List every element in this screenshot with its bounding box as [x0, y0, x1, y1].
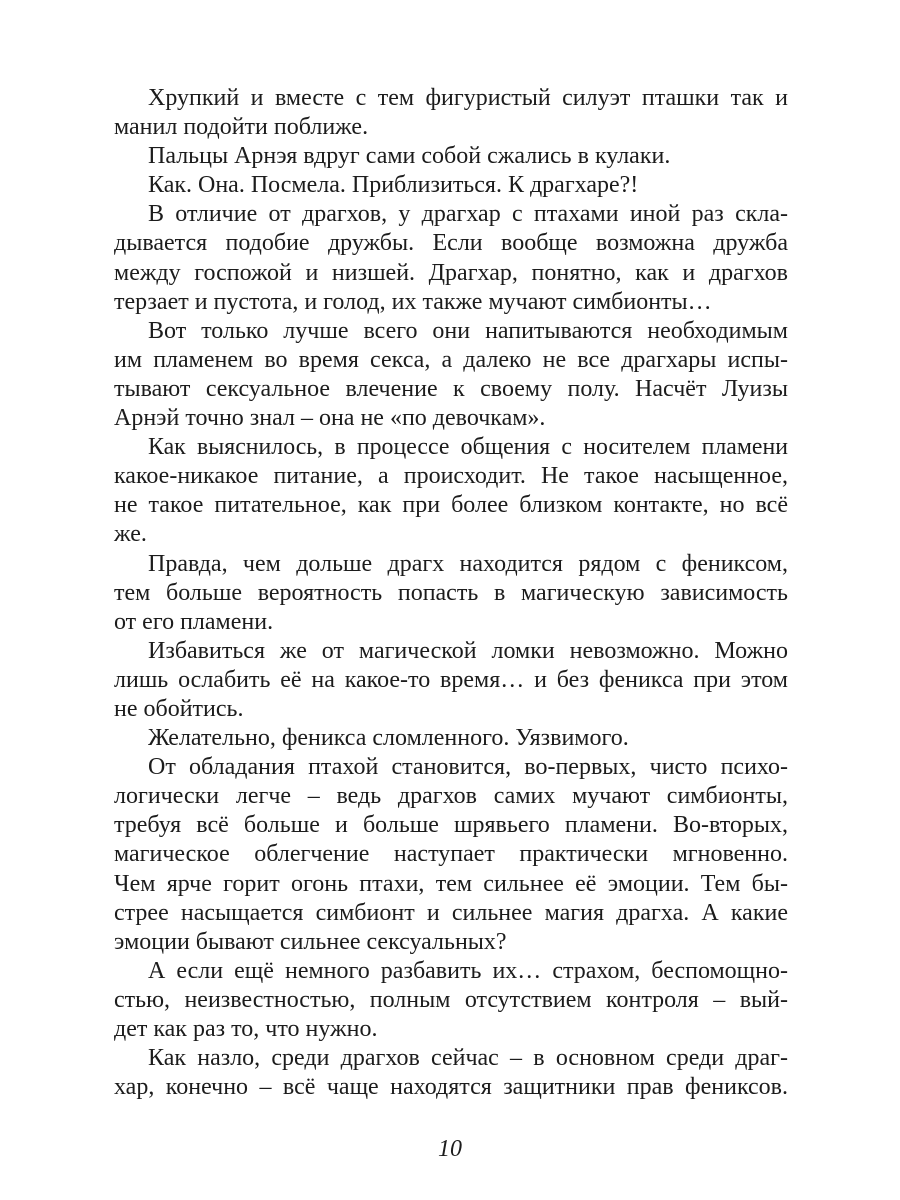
paragraph-8 [114, 637, 788, 724]
paragraph-9 [114, 724, 788, 753]
text-line: магическое облегчение наступает практически мгновенно. [114, 841, 788, 868]
text-line: не такое питательное, как при более близком контакте, но всё [114, 492, 788, 519]
paragraph-10 [114, 753, 788, 957]
text-line: тем больше вероятность попасть в магическую зависимость [114, 579, 788, 606]
text-line: дет как раз то, что нужно. [114, 1016, 378, 1042]
paragraph-12 [114, 1044, 788, 1102]
page-body [114, 84, 788, 1102]
paragraph-4 [114, 200, 788, 316]
text-line: логически легче – ведь драгхов самих мучают симбионты, [114, 783, 788, 810]
text-line: В отличие от драгхов, у драгхар с птахами иной раз скла- [148, 201, 788, 228]
text-line: стрее насыщается симбионт и сильнее магия драгха. А какие [114, 899, 788, 926]
text-line: от его пламени. [114, 608, 274, 635]
paragraph-6 [114, 433, 788, 549]
text-line: Правда, чем дольше драгх находится рядом с фениксом, [148, 550, 788, 577]
text-line: дывается подобие дружбы. Если вообще возможна дружба [114, 230, 788, 257]
paragraph-1 [114, 84, 788, 142]
paragraph-11 [114, 957, 788, 1044]
text-line: Хрупкий и вместе с тем фигуристый силуэт пташки так и [148, 85, 788, 111]
text-line: же. [114, 521, 147, 548]
text-line: Желательно, феникса сломленного. Уязвимого. [148, 725, 629, 752]
page-number: 10 [438, 1136, 462, 1162]
text-line: между госпожой и низшей. Драгхар, понятно, как и драгхов [114, 259, 788, 286]
text-line: терзает и пустота, и голод, их также мучают симбионты… [114, 288, 712, 315]
text-line: Избавиться же от магической ломки невозможно. Можно [148, 637, 788, 664]
text-line: стью, неизвестностью, полным отсутствием контроля – вый- [114, 986, 788, 1013]
text-line: тывают сексуальное влечение к своему полу. Насчёт Луизы [114, 375, 788, 402]
text-line: От обладания птахой становится, во-первых, чисто психо- [148, 754, 788, 781]
text-line: им пламенем во время секса, а далеко не все драгхары испы- [114, 346, 788, 373]
text-line: Пальцы Арнэя вдруг сами собой сжались в кулаки. [148, 143, 671, 170]
paragraph-7 [114, 550, 788, 637]
text-line: А если ещё немного разбавить их… страхом, беспомощно- [148, 957, 788, 984]
paragraph-2 [114, 142, 788, 171]
paragraph-3 [114, 171, 788, 200]
text-line: не обойтись. [114, 695, 244, 722]
text-line: Как назло, среди драгхов сейчас – в основном среди драг- [148, 1045, 788, 1072]
paragraph-5 [114, 317, 788, 433]
text-line: Как. Она. Посмела. Приблизиться. К драгхаре?! [148, 172, 639, 199]
text-line: Как выяснилось, в процессе общения с носителем пламени [148, 434, 788, 461]
text-line: хар, конечно – всё чаще находятся защитники прав фениксов. [114, 1074, 788, 1101]
text-line: требуя всё больше и больше шрявьего пламени. Во-вторых, [114, 812, 788, 839]
text-line: Вот только лучше всего они напитываются необходимым [148, 317, 788, 344]
text-line: Чем ярче горит огонь птахи, тем сильнее её эмоции. Тем бы- [114, 870, 788, 897]
text-line: лишь ослабить её на какое-то время… и без феникса при этом [114, 666, 788, 693]
text-line: Арнэй точно знал – она не «по девочкам». [114, 405, 546, 432]
text-line: эмоции бывают сильнее сексуальных? [114, 928, 507, 955]
text-line: какое-никакое питание, а происходит. Не такое насыщенное, [114, 463, 788, 490]
text-line: манил подойти поближе. [114, 114, 369, 141]
